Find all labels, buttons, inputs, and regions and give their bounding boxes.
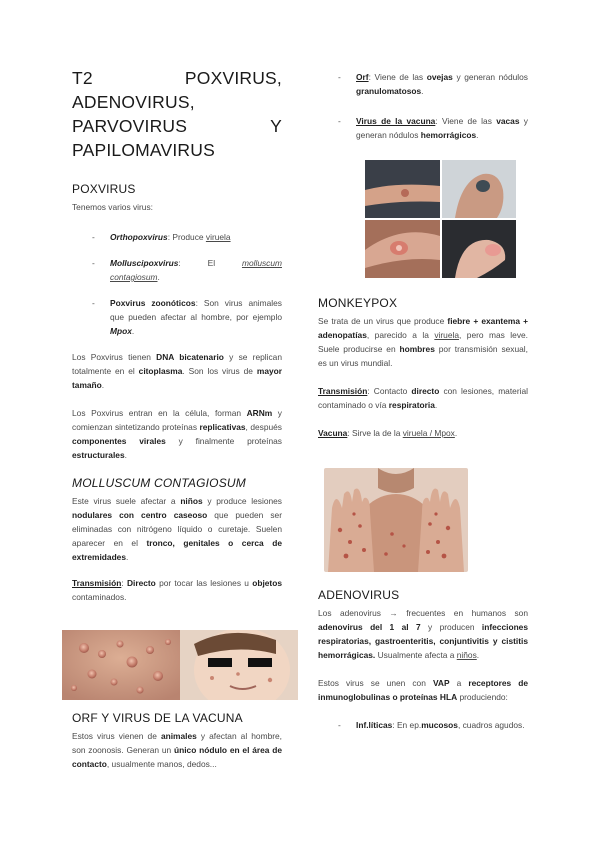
poxvirus-paragraph-1: Los Poxvirus tienen DNA bicatenario y se replican totalmente en el citoplasma. Son los virus de mayor tamaño. [72,352,283,390]
monkeypox-photo [324,468,468,572]
orf-section [72,711,282,781]
adenovirus-heading: ADENOVIRUS [318,588,400,602]
left-column [72,66,282,614]
orf-heading: ORF Y VIRUS DE LA VACUNA [72,711,243,725]
item-name: Orthopoxvirus [110,232,168,242]
monkeypox-transmission: Transmisión: Contacto directo con lesiones, material contaminado o vía respiratoria. [318,386,528,410]
title-line-2a: PARVOVIRUS [72,116,188,136]
title-line-3: PAPILOMAVIRUS [72,140,215,160]
list-item-zoonoticos [72,296,282,338]
adenovirus-section [318,588,528,744]
title-line-2b: Y [270,116,282,136]
page-title [72,66,282,162]
item-link[interactable]: molluscum contagiosum [110,258,282,282]
item-end: . [131,326,135,336]
monkeypox-heading: MONKEYPOX [318,296,398,310]
monkeypox-hands-image [324,468,468,572]
poxvirus-intro: Tenemos varios virus: [72,202,153,212]
item-end: . [157,272,160,282]
poxvirus-heading: POXVIRUS [72,182,136,196]
adenovirus-list [318,718,528,732]
list-item-molluscipoxvirus [72,256,282,284]
monkeypox-section [318,296,528,450]
right-column [318,70,528,154]
molluscum-heading: MOLLUSCUM CONTAGIOSUM [72,476,246,490]
title-line-2 [72,114,282,138]
title-line-1-text: T2 POXVIRUS, ADENOVIRUS, [72,68,282,112]
monkeypox-paragraph: Se trata de un virus que produce fiebre + exantema + adenopatías, parecido a la viruela, pero mas leve. Suele producirse en hombres por transmisión sexual, es un virus mundial. [318,316,528,368]
item-text: : Son virus animales que pueden afectar al hombre, por ejemplo [110,298,282,322]
orf-paragraph: Estos virus vienen de animales y afectan al hombre, son zoonosis. Generan un único nódulo en el área de contacto, usualmente manos, dedos... [72,731,282,769]
item-name: Poxvirus zoonóticos [110,298,196,308]
item-sep: : Produce [167,232,206,242]
molluscum-paragraph: Este virus suele afectar a niños y produce lesiones nodulares con centro caseoso que pueden ser eliminadas con nitrógeno líquido o curetaje. Suelen aparecer en el tronco, genitales o cerca de extremidades. [72,496,282,562]
list-item-orf: - Orf: Viene de las ovejas y generan nódulos granulomatosos. [318,70,528,98]
list-item-inf-liticas: - Inf.líticas: En ep.mucosos, cuadros agudos. [318,718,528,732]
adenovirus-paragraph-1: Los adenovirus → frecuentes en humanos son adenovirus del 1 al 7 y producen infecciones respiratorias, gastroenteritis, conjuntivitis y cistitis hemorrágicas. Usualmente afecta a niños. [318,608,529,660]
molluscum-photos [62,630,298,700]
item-sep: : El [178,258,242,268]
poxvirus-list [72,230,282,338]
item-example: Mpox [110,326,132,336]
poxvirus-paragraph-2: Los Poxvirus entran en la célula, forman ARNm y comienzan sintetizando proteínas replicativas, después componentes virales y finalmente proteínas estructurales. [72,408,282,460]
adenovirus-paragraph-2: Estos virus se unen con VAP a receptores de inmunoglobulinas o proteínas HLA produciendo: [318,678,529,702]
item-name: Molluscipoxvirus [110,258,179,268]
molluscum-photo-image [62,630,298,700]
item-link[interactable]: viruela [205,232,231,242]
orf-vacuna-list [318,70,528,142]
lesion-photo-grid [365,160,516,278]
list-item-virus-vacuna: - Virus de la vacuna: Viene de las vacas y generan nódulos hemorrágicos. [318,114,528,142]
monkeypox-vaccine: Vacuna: Sirve la de la viruela / Mpox. [318,428,458,438]
title-line-1 [72,66,282,114]
molluscum-transmission: Transmisión: Directo por tocar las lesiones u objetos contaminados. [72,578,282,602]
list-item-orthopoxvirus [72,230,282,244]
lesion-photos-image [365,160,516,278]
